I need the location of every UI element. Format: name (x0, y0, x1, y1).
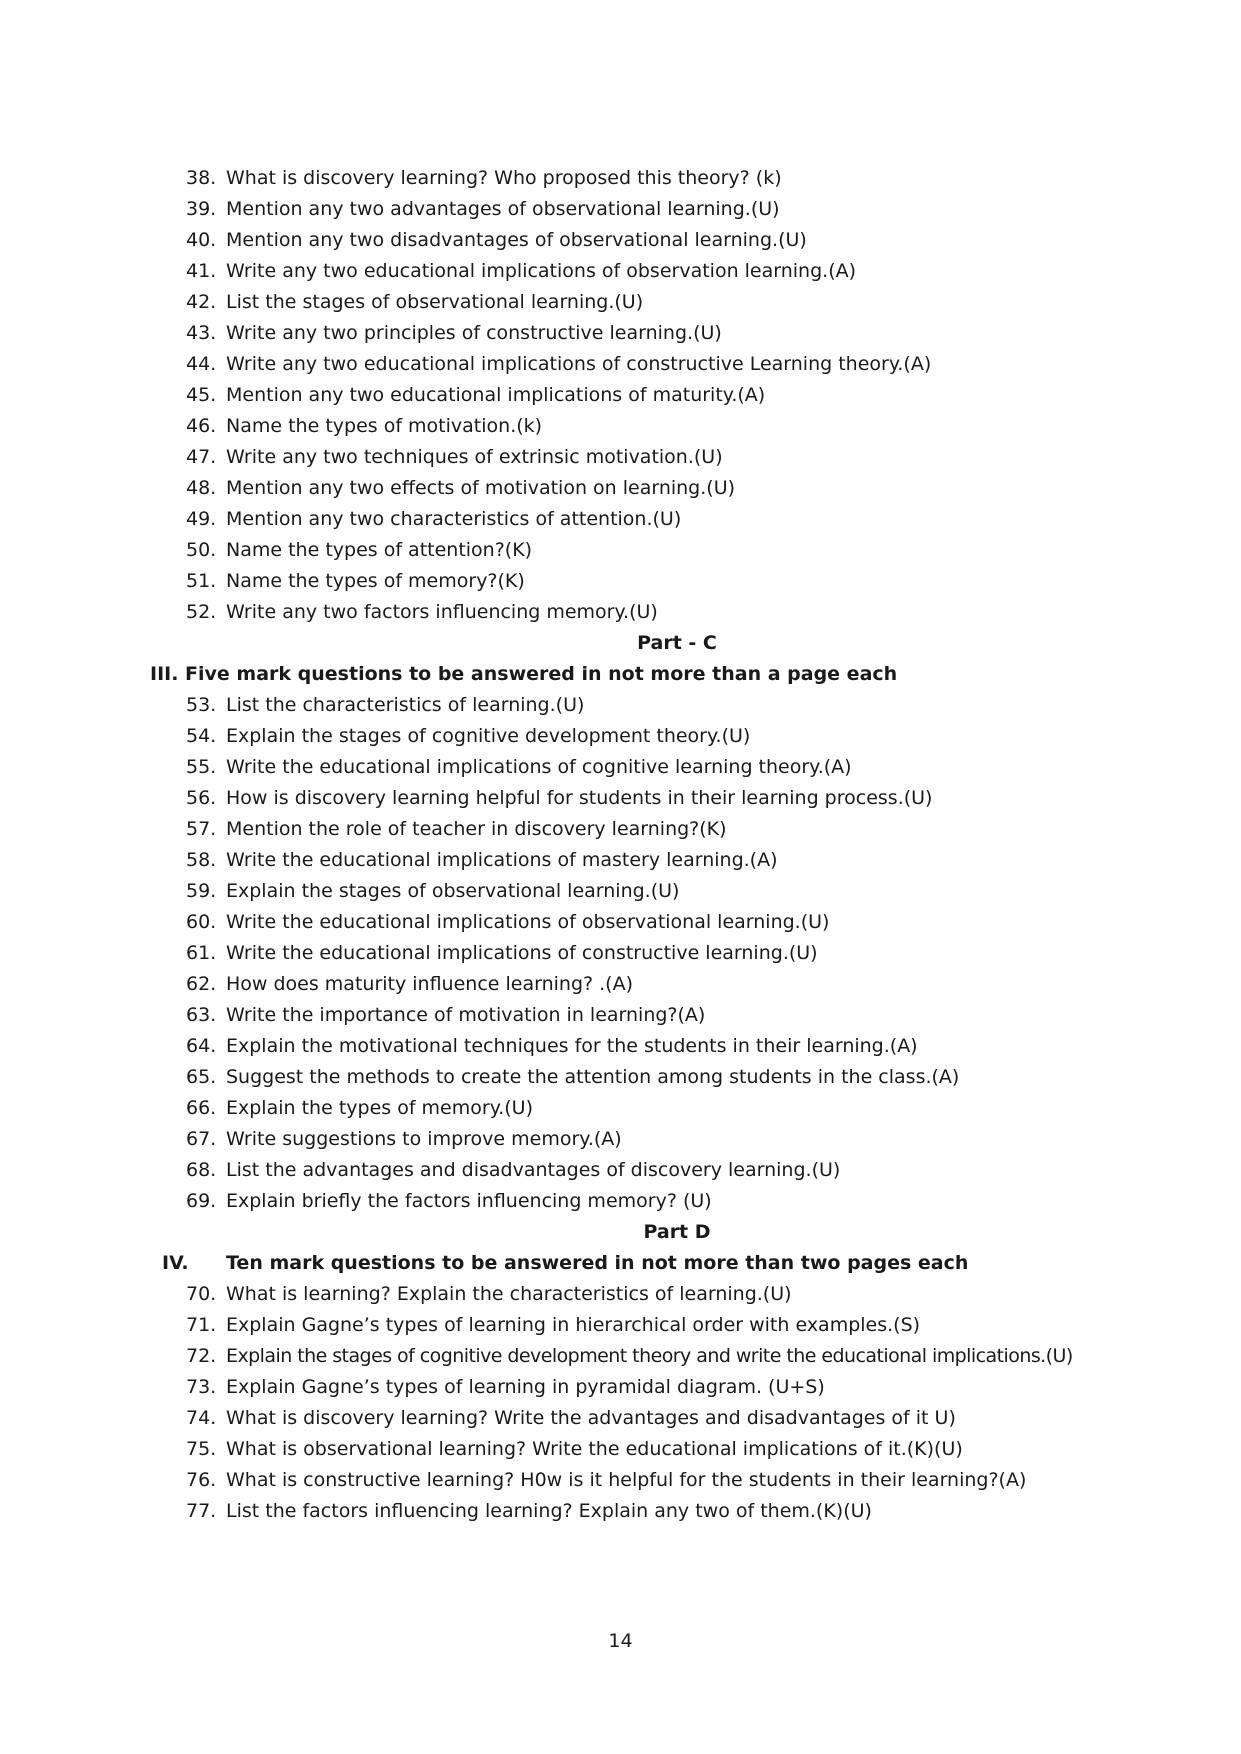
question-number: 54. (186, 725, 217, 747)
question-number: 66. (186, 1097, 217, 1119)
question-text: Explain Gagne’s types of learning in hierarchical order with examples.(S) (226, 1314, 921, 1336)
question-number: 46. (186, 415, 217, 437)
question-text: Name the types of motivation.(k) (226, 415, 543, 437)
question-number: 74. (186, 1407, 217, 1429)
question-number: 45. (186, 384, 217, 406)
question-number: 56. (186, 787, 217, 809)
question-text: List the characteristics of learning.(U) (226, 694, 585, 716)
part-c-heading: III. Five mark questions to be answered in not more than a page each (150, 663, 898, 685)
question-text: Write the educational implications of cognitive learning theory.(A) (226, 756, 852, 778)
question-text: What is discovery learning? Who proposed this theory? (k) (226, 167, 782, 189)
question-number: 65. (186, 1066, 217, 1088)
question-text: Mention the role of teacher in discovery learning?(K) (226, 818, 727, 840)
question-text: What is constructive learning? H0w is it helpful for the students in their learning?(A) (226, 1469, 1027, 1491)
question-number: 38. (186, 167, 217, 189)
question-number: 40. (186, 229, 217, 251)
question-text: Write any two techniques of extrinsic motivation.(U) (226, 446, 723, 468)
question-text: Write suggestions to improve memory.(A) (226, 1128, 622, 1150)
question-text: How does maturity influence learning? .(A) (226, 973, 634, 995)
question-text: Write the educational implications of constructive learning.(U) (226, 942, 818, 964)
question-text: Write any two principles of constructive learning.(U) (226, 322, 722, 344)
question-text: Explain the motivational techniques for the students in their learning.(A) (226, 1035, 918, 1057)
question-number: 62. (186, 973, 217, 995)
question-number: 52. (186, 601, 217, 623)
question-number: 63. (186, 1004, 217, 1026)
question-number: 58. (186, 849, 217, 871)
question-text: Explain briefly the factors influencing memory? (U) (226, 1190, 712, 1212)
question-number: 72. (186, 1345, 217, 1367)
question-text: Explain the types of memory.(U) (226, 1097, 533, 1119)
question-number: 44. (186, 353, 217, 375)
page-number: 14 (608, 1630, 633, 1652)
question-number: 48. (186, 477, 217, 499)
question-number: 39. (186, 198, 217, 220)
question-number: 50. (186, 539, 217, 561)
question-number: 53. (186, 694, 217, 716)
question-text: What is discovery learning? Write the advantages and disadvantages of it U) (226, 1407, 956, 1429)
question-text: Write any two educational implications of constructive Learning theory.(A) (226, 353, 932, 375)
question-number: 76. (186, 1469, 217, 1491)
question-text: Explain Gagne’s types of learning in pyramidal diagram. (U+S) (226, 1376, 825, 1398)
question-text: Name the types of attention?(K) (226, 539, 533, 561)
question-text: Mention any two characteristics of attention.(U) (226, 508, 682, 530)
question-number: 41. (186, 260, 217, 282)
question-text: Write the educational implications of mastery learning.(A) (226, 849, 778, 871)
question-number: 73. (186, 1376, 217, 1398)
question-text: List the advantages and disadvantages of discovery learning.(U) (226, 1159, 841, 1181)
question-number: 69. (186, 1190, 217, 1212)
question-text: Name the types of memory?(K) (226, 570, 525, 592)
question-number: 47. (186, 446, 217, 468)
question-number: 59. (186, 880, 217, 902)
question-number: 70. (186, 1283, 217, 1305)
question-number: 42. (186, 291, 217, 313)
question-number: 43. (186, 322, 217, 344)
part-d-title: Part D (643, 1221, 711, 1243)
question-number: 61. (186, 942, 217, 964)
part-d-roman-numeral: IV. (162, 1252, 189, 1274)
question-text: List the factors influencing learning? Explain any two of them.(K)(U) (226, 1500, 872, 1522)
question-text: What is observational learning? Write the educational implications of it.(K)(U) (226, 1438, 963, 1460)
question-text: Write any two factors influencing memory.(U) (226, 601, 658, 623)
question-text: Suggest the methods to create the attention among students in the class.(A) (226, 1066, 960, 1088)
question-text: Mention any two educational implications of maturity.(A) (226, 384, 766, 406)
question-number: 68. (186, 1159, 217, 1181)
question-text: Write the educational implications of observational learning.(U) (226, 911, 830, 933)
question-text: What is learning? Explain the characteristics of learning.(U) (226, 1283, 792, 1305)
question-number: 57. (186, 818, 217, 840)
question-text: List the stages of observational learning.(U) (226, 291, 644, 313)
question-text: How is discovery learning helpful for students in their learning process.(U) (226, 787, 933, 809)
question-number: 67. (186, 1128, 217, 1150)
question-text: Mention any two effects of motivation on learning.(U) (226, 477, 736, 499)
question-text: Write any two educational implications of observation learning.(A) (226, 260, 857, 282)
question-text: Mention any two disadvantages of observational learning.(U) (226, 229, 807, 251)
question-text: Explain the stages of cognitive development theory.(U) (226, 725, 751, 747)
question-number: 51. (186, 570, 217, 592)
question-number: 55. (186, 756, 217, 778)
question-number: 64. (186, 1035, 217, 1057)
question-number: 49. (186, 508, 217, 530)
question-number: 77. (186, 1500, 217, 1522)
part-d-heading: Ten mark questions to be answered in not more than two pages each (226, 1252, 969, 1274)
part-c-title: Part - C (637, 632, 717, 654)
question-text: Write the importance of motivation in learning?(A) (226, 1004, 706, 1026)
question-number: 75. (186, 1438, 217, 1460)
question-text: Explain the stages of cognitive development theory and write the educational implications.(U) (226, 1345, 1073, 1367)
question-text: Mention any two advantages of observational learning.(U) (226, 198, 780, 220)
question-number: 71. (186, 1314, 217, 1336)
question-text: Explain the stages of observational learning.(U) (226, 880, 680, 902)
question-number: 60. (186, 911, 217, 933)
